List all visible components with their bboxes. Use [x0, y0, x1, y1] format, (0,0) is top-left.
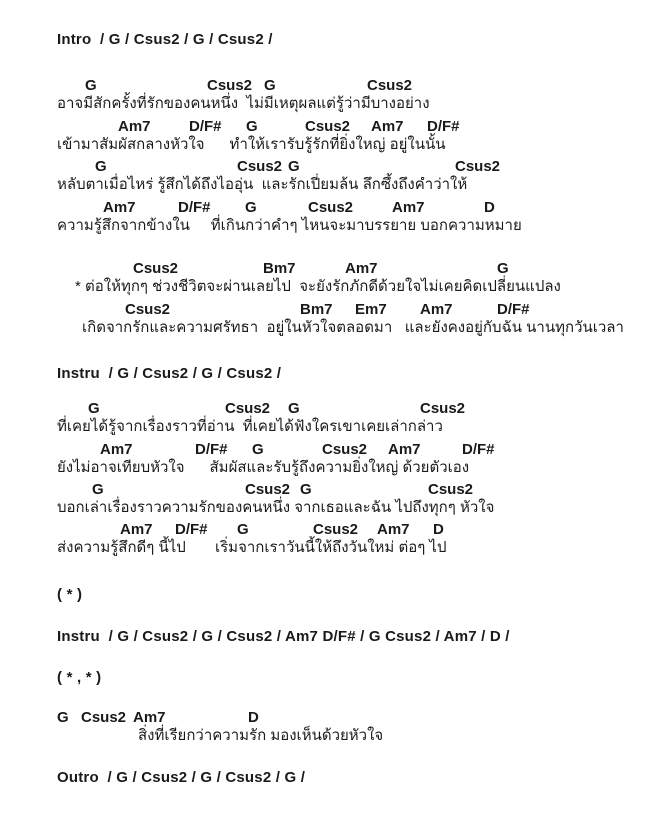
- chord: G: [252, 441, 264, 458]
- chord: Am7: [118, 118, 151, 135]
- chord: Bm7: [300, 301, 333, 318]
- chord: Csus2: [225, 400, 271, 417]
- chord: G: [237, 521, 249, 538]
- lyric-line: ความรู้สึกจากข้างใน ที่เกินกว่าคำๆ ไหนจะมาบรรยาย บอกความหมาย: [57, 217, 522, 234]
- section-header: Instru / G / Csus2 / G / Csus2 / Am7 D/F# / G Csus2 / Am7 / D /: [57, 628, 510, 645]
- chord: D: [248, 709, 259, 726]
- lyric-line: * ต่อให้ทุกๆ ช่วงชีวิตจะผ่านเลยไป จะยังรักภักดีด้วยใจไม่เคยคิดเปลี่ยนแปลง: [75, 278, 561, 295]
- chord-line: [0, 300, 670, 320]
- lyric-line: เข้ามาสัมผัสกลางหัวใจ ทำให้เรารับรู้รักที่ยิ่งใหญ่ อยู่ในนั้น: [57, 136, 446, 153]
- chord: Am7: [133, 709, 166, 726]
- chord-line: [0, 76, 670, 96]
- chord: D/F#: [175, 521, 208, 538]
- chord-line: [0, 440, 670, 460]
- chord: Csus2: [313, 521, 359, 538]
- chord: D/F#: [462, 441, 495, 458]
- chord: Am7: [392, 199, 425, 216]
- chord: Csus2: [133, 260, 179, 277]
- chord-line: [0, 399, 670, 419]
- chord: G: [246, 118, 258, 135]
- chord: D/F#: [497, 301, 530, 318]
- chord: Am7: [103, 199, 136, 216]
- chord: Am7: [377, 521, 410, 538]
- chord: G: [85, 77, 97, 94]
- chord-line: [0, 480, 670, 500]
- chord: Am7: [420, 301, 453, 318]
- chord: Csus2: [322, 441, 368, 458]
- lyric-line: อาจมีสักครั้งที่รักของคนหนึ่ง ไม่มีเหตุผลแต่รู้ว่ามีบางอย่าง: [57, 95, 430, 112]
- chord: Csus2: [420, 400, 466, 417]
- chord: G: [92, 481, 104, 498]
- chord: D: [484, 199, 495, 216]
- repeat-marker: ( * , * ): [57, 669, 102, 686]
- chord: G: [57, 709, 69, 726]
- chord: Csus2: [305, 118, 351, 135]
- lyric-line: ที่เคยได้รู้จากเรื่องราวที่อ่าน ที่เคยได้ฟังใครเขาเคยเล่ากล่าว: [57, 418, 443, 435]
- section-header: Outro / G / Csus2 / G / Csus2 / G /: [57, 769, 306, 786]
- chord-line: [0, 198, 670, 218]
- lyric-line: หลับตาเมื่อไหร่ รู้สึกได้ถึงไออุ่น และรักเปี่ยมล้น ลึกซึ้งถึงคำว่าให้: [57, 176, 468, 193]
- section-header: Intro / G / Csus2 / G / Csus2 /: [57, 31, 273, 48]
- chord: Bm7: [263, 260, 296, 277]
- lyric-line: ยังไม่อาจเทียบหัวใจ สัมผัสและรับรู้ถึงความยิ่งใหญ่ ด้วยตัวเอง: [57, 459, 470, 476]
- chord: G: [300, 481, 312, 498]
- chord: G: [497, 260, 509, 277]
- chord: G: [264, 77, 276, 94]
- chord: G: [88, 400, 100, 417]
- chord-line: [0, 157, 670, 177]
- chord: D/F#: [427, 118, 460, 135]
- chord: G: [95, 158, 107, 175]
- chord: Csus2: [308, 199, 354, 216]
- chord: Csus2: [245, 481, 291, 498]
- chord: D/F#: [189, 118, 222, 135]
- chord: D/F#: [178, 199, 211, 216]
- chord: Am7: [120, 521, 153, 538]
- chord-line: [0, 259, 670, 279]
- chord: D/F#: [195, 441, 228, 458]
- section-header: Instru / G / Csus2 / G / Csus2 /: [57, 365, 282, 382]
- repeat-marker: ( * ): [57, 586, 83, 603]
- chord: G: [288, 158, 300, 175]
- lyric-line: ส่งความรู้สึกดีๆ นี้ไป เริ่มจากเราวันนี้ให้ถึงวันใหม่ ต่อๆ ไป: [57, 539, 447, 556]
- chord: Csus2: [237, 158, 283, 175]
- chord: Am7: [388, 441, 421, 458]
- chord: D: [433, 521, 444, 538]
- chord: Am7: [100, 441, 133, 458]
- lyric-line: เกิดจากรักและความศรัทธา อยู่ในหัวใจตลอดมา และยังคงอยู่กับฉัน นานทุกวันเวลา: [82, 319, 624, 336]
- chord-line: [0, 520, 670, 540]
- chord: Em7: [355, 301, 387, 318]
- chord: Csus2: [367, 77, 413, 94]
- chord: Csus2: [81, 709, 127, 726]
- chord: Csus2: [207, 77, 253, 94]
- chord-line: [0, 708, 670, 728]
- chord-line: [0, 117, 670, 137]
- chord: Csus2: [125, 301, 171, 318]
- chord: Csus2: [428, 481, 474, 498]
- lyric-line: สิ่งที่เรียกว่าความรัก มองเห็นด้วยหัวใจ: [138, 727, 384, 744]
- chord: Csus2: [455, 158, 501, 175]
- chord: Am7: [345, 260, 378, 277]
- chord: G: [288, 400, 300, 417]
- chord: G: [245, 199, 257, 216]
- lyric-line: บอกเล่าเรื่องราวความรักของคนหนึ่ง จากเธอและฉัน ไปถึงทุกๆ หัวใจ: [57, 499, 495, 516]
- chord: Am7: [371, 118, 404, 135]
